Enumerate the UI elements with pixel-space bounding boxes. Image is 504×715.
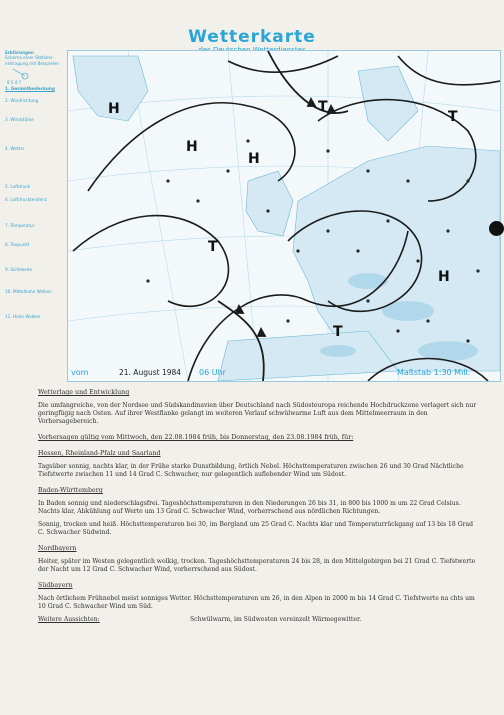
- legend-line: 7. Temperatur: [5, 222, 35, 228]
- legend-line: 2. Windrichtung: [5, 97, 39, 103]
- paragraph-hessen: Tagsüber sonnig, nachts klar, in der Frühe starke Dunstbildung, örtlich Nebel. Höchsttemperaturen zwischen 26 und 30 Grad Nächtliche Tiefstwerte zwischen 11 und 14 Grad C. Schwacher, nur gelegentlich auflebender Wind um Südost.: [38, 463, 464, 478]
- synoptic-map: [67, 50, 501, 382]
- high-marker: H: [108, 101, 120, 117]
- legend-line: 9. Sichtweite: [5, 267, 33, 273]
- outlook-row: [38, 616, 478, 624]
- paragraph-bw-2: Sonnig, trocken und heiß. Höchsttemperaturen bei 30, im Bergland um 25 Grad C. Nachts klar und Temperaturrückgang auf 13 bis 18 Grad C. Schwacher Südwind.: [38, 521, 474, 536]
- legend-line: 5. Luftdruck: [5, 183, 31, 189]
- legend-line: eintragung mit Beispielen: [5, 60, 60, 66]
- legend-line: 1. Gesamtbedeckung: [5, 86, 55, 92]
- outlook-value: Schwülwarm, im Südwesten vereinzelt Wärmegewitter.: [190, 616, 362, 623]
- paragraph-wetterlage: Die umfangreiche, von der Nordsee und Südskandinavien über Deutschland nach Südosteuropa reichende Hochdruckzone verlagert sich nur geringfügig nach Osten. Auf ihrer Westflanke gelangt im weiteren Verlauf schwülwarme Luft aus dem Mittelmeerraum in den Vorhersagebereich.: [38, 402, 477, 425]
- legend-schema-icon: [5, 66, 67, 86]
- low-marker: T: [448, 109, 458, 125]
- paragraph-bw-1: In Baden sonnig und niederschlagsfrei. Tageshöchsttemperaturen in den Niederungen 26 bis 31, in 800 bis 1000 m um 22 Grad Celsius. Nachts klar, Abkühlung auf Werte um 13 Grad C. Schwacher Wind, vorherrschend aus nördlichen Richtungen.: [38, 500, 461, 515]
- legend-title: Erklärungen: [5, 50, 34, 55]
- high-marker: H: [248, 151, 260, 167]
- page-title: Wetterkarte: [188, 27, 316, 47]
- heading-hessen: Hessen, Rheinland-Pfalz und Saarland: [38, 450, 161, 457]
- high-marker: H: [186, 139, 198, 155]
- map-scale: Maßstab 1:30 Mill.: [397, 368, 471, 377]
- low-marker: T: [318, 99, 328, 115]
- legend-line: Schema einer Stations-: [5, 55, 54, 61]
- legend-line: 4. Wetter: [5, 146, 25, 152]
- forecast-validity: Vorhersagen gültig vom Mittwoch, den 22.08.1984 früh, bis Donnerstag, den 23.08.1984 früh, für:: [38, 434, 354, 441]
- legend-line: 11. Hohe Wolken: [5, 314, 41, 320]
- outlook-label: Weitere Aussichten:: [38, 616, 100, 623]
- heading-nordbayern: Nordbayern: [38, 545, 77, 552]
- low-marker: T: [333, 324, 343, 340]
- heading-wetterlage: Wetterlage und Entwicklung: [38, 389, 130, 396]
- legend-line: 6. Luftdrucktendenz: [5, 197, 48, 203]
- low-marker: T: [208, 239, 218, 255]
- legend-line: 10. Mittelhohe Wolken: [5, 288, 52, 294]
- heading-bw: Baden-Württemberg: [38, 487, 103, 494]
- legend-line: 3. Windstärke: [5, 117, 34, 123]
- high-marker: H: [438, 269, 450, 285]
- map-legend: [5, 50, 67, 390]
- paragraph-suedbayern: Nach örtlichem Frühnebel meist sonniges Wetter. Höchsttemperaturen um 26, in den Alpen in 2000 m bis 14 Grad C. Tiefstwerte na chts um 10 Grad C. Schwacher Wind um Süd.: [38, 595, 475, 610]
- legend-line: 8. Taupunkt: [5, 242, 30, 248]
- map-time: 06 Uhr: [199, 368, 226, 377]
- forecast-text: [38, 389, 478, 624]
- map-footer: [67, 368, 499, 380]
- map-date: 21. August 1984: [119, 368, 182, 377]
- paragraph-nordbayern: Heiter, später im Westen gelegentlich wolkig, trocken. Tageshöchsttemperaturen 24 bis 28, in den Mittelgebirgen bei 21 Grad C. Tiefstwerte der Nacht um 12 Grad C. Schwacher Wind, vorherrschend aus Südost.: [38, 558, 476, 573]
- svg-text:9 5 4 7: 9 5 4 7: [7, 80, 21, 86]
- map-drawing: [68, 51, 500, 381]
- punch-hole: [489, 221, 504, 236]
- map-date-prefix: vom: [71, 368, 89, 377]
- heading-suedbayern: Südbayern: [38, 582, 73, 589]
